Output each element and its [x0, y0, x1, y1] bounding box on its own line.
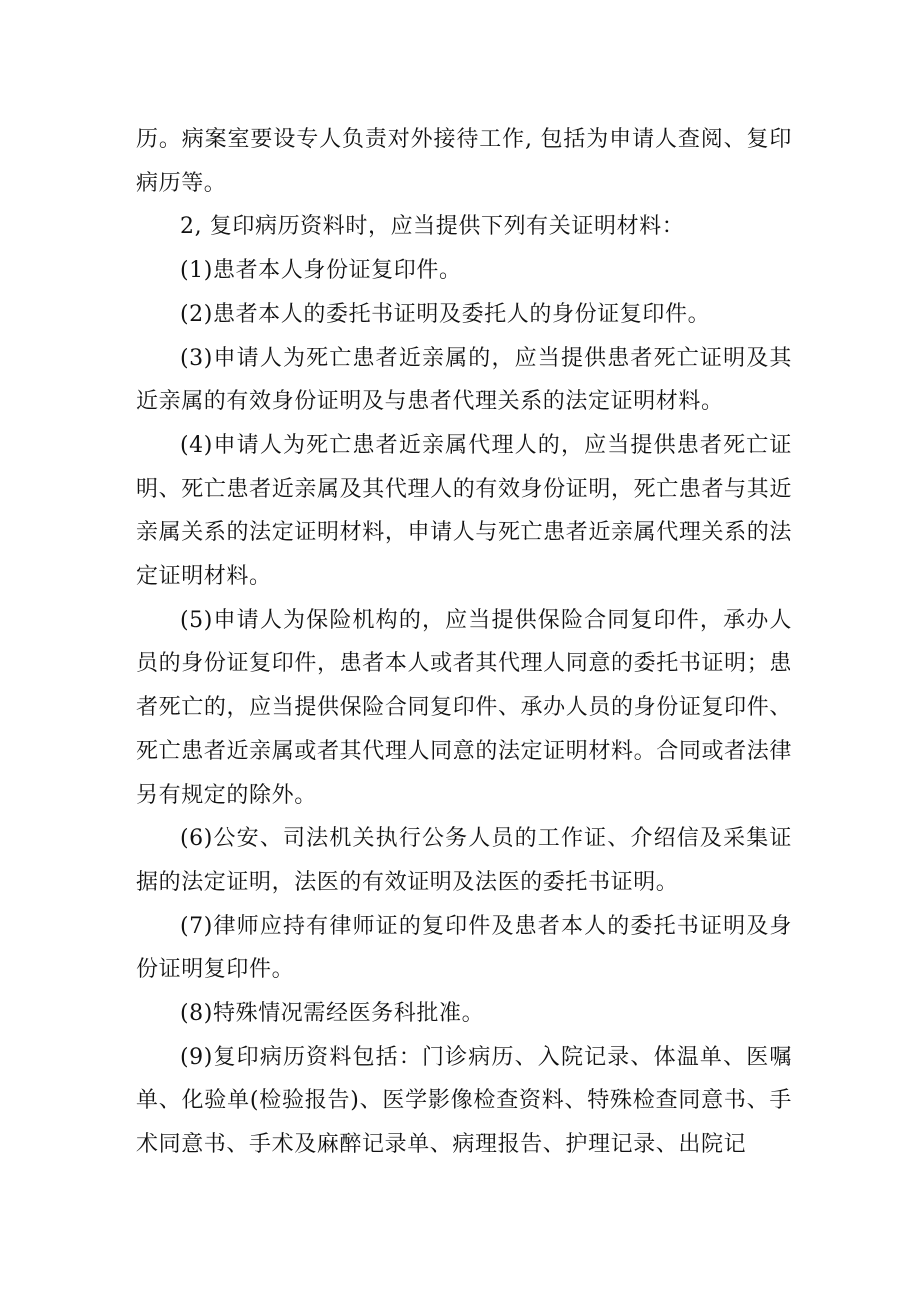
paragraph-item-4: (4)申请人为死亡患者近亲属代理人的，应当提供患者死亡证明、死亡患者近亲属及其代理人的有效身份证明，死亡患者与其近亲属关系的法定证明材料，申请人与死亡患者近亲属代理关系的法定证明材料。: [136, 432, 792, 590]
paragraph-item-1: (1)患者本人身份证复印件。: [180, 258, 462, 284]
paragraph-item-9: (9)复印病历资料包括：门诊病历、入院记录、体温单、医嘱单、化验单(检验报告)、医学影像检查资料、特殊检查同意书、手术同意书、手术及麻醉记录单、病理报告、护理记录、出院记: [136, 1044, 792, 1158]
paragraph-item-2: (2)患者本人的委托书证明及委托人的身份证复印件。: [180, 301, 711, 327]
paragraph-item-3: (3)申请人为死亡患者近亲属的，应当提供患者死亡证明及其近亲属的有效身份证明及与患者代理关系的法定证明材料。: [136, 345, 792, 415]
paragraph-continuation: 历。病案室要设专人负责对外接待工作, 包括为申请人查阅、复印病历等。: [136, 127, 792, 196]
paragraph-item-5: (5)申请人为保险机构的，应当提供保险合同复印件，承办人员的身份证复印件，患者本人或者其代理人同意的委托书证明；患者死亡的，应当提供保险合同复印件、承办人员的身份证复印件、死亡患者近亲属或者其代理人同意的法定证明材料。合同或者法律另有规定的除外。: [136, 607, 792, 808]
paragraph-item-7: (7)律师应持有律师证的复印件及患者本人的委托书证明及身份证明复印件。: [136, 913, 792, 983]
paragraph-item-6: (6)公安、司法机关执行公务人员的工作证、介绍信及采集证据的法定证明，法医的有效证明及法医的委托书证明。: [136, 826, 792, 895]
paragraph-item-2-heading: 2, 复印病历资料时，应当提供下列有关证明材料：: [180, 214, 685, 240]
document-body: [136, 118, 792, 1167]
paragraph-item-8: (8)特殊情况需经医务科批准。: [180, 1001, 485, 1027]
